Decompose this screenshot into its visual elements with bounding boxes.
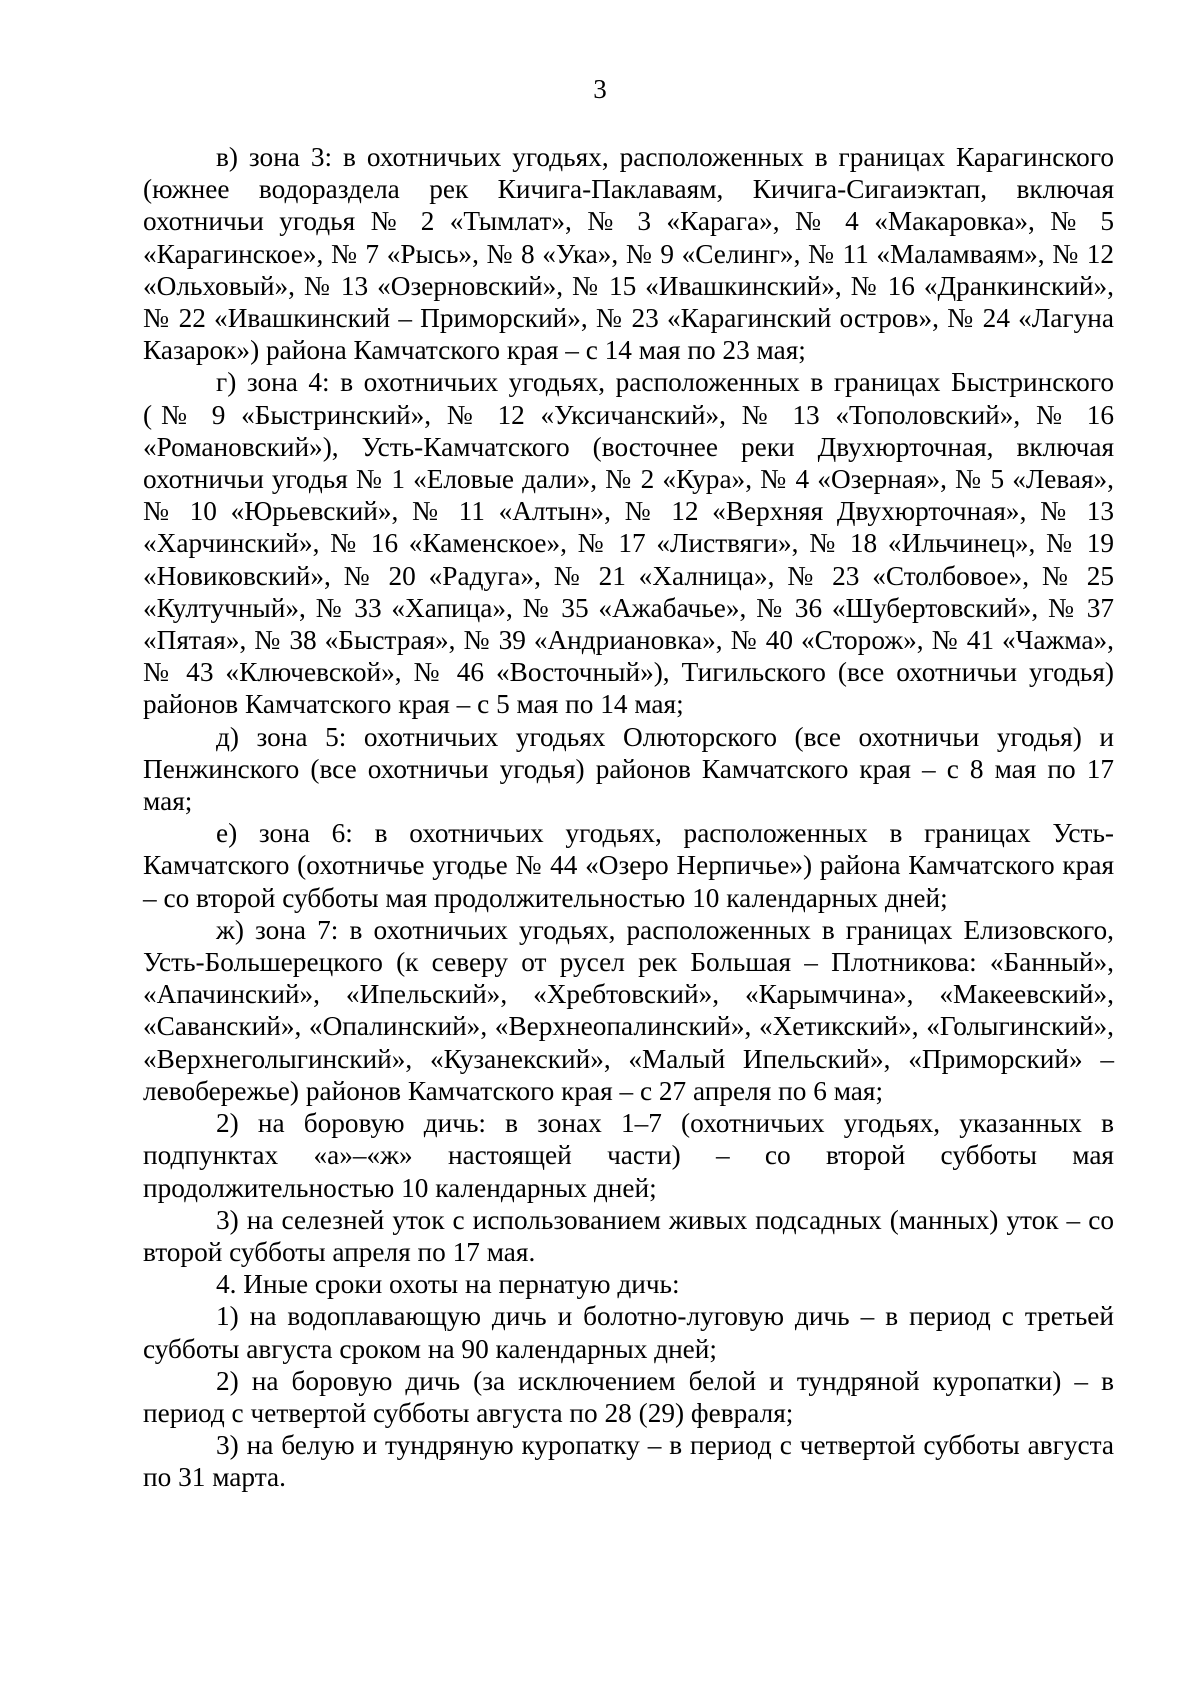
paragraph-drakes: 3) на селезней уток с использованием живых подсадных (манных) уток – со второй субботы апреля по 17 мая. (143, 1204, 1114, 1267)
paragraph-waterfowl: 1) на водоплавающую дичь и болотно-луговую дичь – в период с третьей субботы августа сроком на 90 календарных дней; (143, 1301, 1114, 1364)
paragraph-upland-game: 2) на боровую дичь: в зонах 1–7 (охотничьих угодьях, указанных в подпунктах «а»–«ж» настоящей части) – со второй субботы мая продолжительностью 10 календарных дней; (143, 1108, 1114, 1203)
paragraph-section-4-heading: 4. Иные сроки охоты на пернатую дичь: (216, 1269, 680, 1300)
paragraph-zone-3: в) зона 3: в охотничьих угодьях, расположенных в границах Карагинского (южнее водораздела рек Кичига-Паклаваям, Кичига-Сигаиэктап, включая охотничьи угодья № 2 «Тымлат», № 3 «Карага», № 4 «Макаровка», № 5 «Карагинское», № 7 «Рысь», № 8 «Ука», № 9 «Селинг», № 11 «Маламваям», № 12 «Ольховый», № 13 «Озерновский», № 15 «Ивашкинский», № 16 «Дранкинский», № 22 «Ивашкинский – Приморский», № 23 «Карагинский остров», № 24 «Лагуна Казарок») района Камчатского края – с 14 мая по 23 мая; (143, 142, 1114, 366)
paragraph-zone-6: е) зона 6: в охотничьих угодьях, расположенных в границах Усть-Камчатского (охотничье угодье № 44 «Озеро Нерпичье») района Камчатского края – со второй субботы мая продолжительностью 10 календарных дней; (143, 818, 1114, 913)
page-number: 3 (593, 74, 607, 104)
paragraph-zone-4: г) зона 4: в охотничьих угодьях, расположенных в границах Быстринского (№ 9 «Быстринский», № 12 «Уксичанский», № 13 «Тополовский», № 16 «Романовский»), Усть-Камчатского (восточнее реки Двухюрточная, включая охотничьи угодья № 1 «Еловые дали», № 2 «Кура», № 4 «Озерная», № 5 «Левая», № 10 «Юрьевский», № 11 «Алтын», № 12 «Верхняя Двухюрточная», № 13 «Харчинский», № 16 «Каменское», № 17 «Листвяги», № 18 «Ильчинец», № 19 «Новиковский», № 20 «Радуга», № 21 «Халница», № 23 «Столбовое», № 25 «Култучный», № 33 «Хапица», № 35 «Ажабачье», № 36 «Шубертовский», № 37 «Пятая», № 38 «Быстрая», № 39 «Андриановка», № 40 «Сторож», № 41 «Чажма», № 43 «Ключевской», № 46 «Восточный»), Тигильского (все охотничьи угодья) районов Камчатского края – с 5 мая по 14 мая; (143, 367, 1114, 720)
paragraph-ptarmigan: 3) на белую и тундряную куропатку – в период с четвертой субботы августа по 31 марта. (143, 1430, 1114, 1493)
paragraph-zone-5: д) зона 5: охотничьих угодьях Олюторского (все охотничьи угодья) и Пенжинского (все охотничьи угодья) районов Камчатского края – с 8 мая по 17 мая; (143, 721, 1114, 817)
paragraph-upland-except-ptarmigan: 2) на боровую дичь (за исключением белой и тундряной куропатки) – в период с четвертой субботы августа по 28 (29) февраля; (143, 1365, 1114, 1428)
document-body (143, 141, 1114, 1494)
paragraph-zone-7: ж) зона 7: в охотничьих угодьях, расположенных в границах Елизовского, Усть-Большерецкого (к северу от русел рек Большая – Плотникова: «Банный», «Апачинский», «Ипельский», «Хребтовский», «Карымчина», «Макеевский», «Саванский», «Опалинский», «Верхнеопалинский», «Хетикский», «Голыгинский», «Верхнеголыгинский», «Кузанекский», «Малый Ипельский», «Приморский» – левобережье) районов Камчатского края – с 27 апреля по 6 мая; (143, 914, 1114, 1106)
